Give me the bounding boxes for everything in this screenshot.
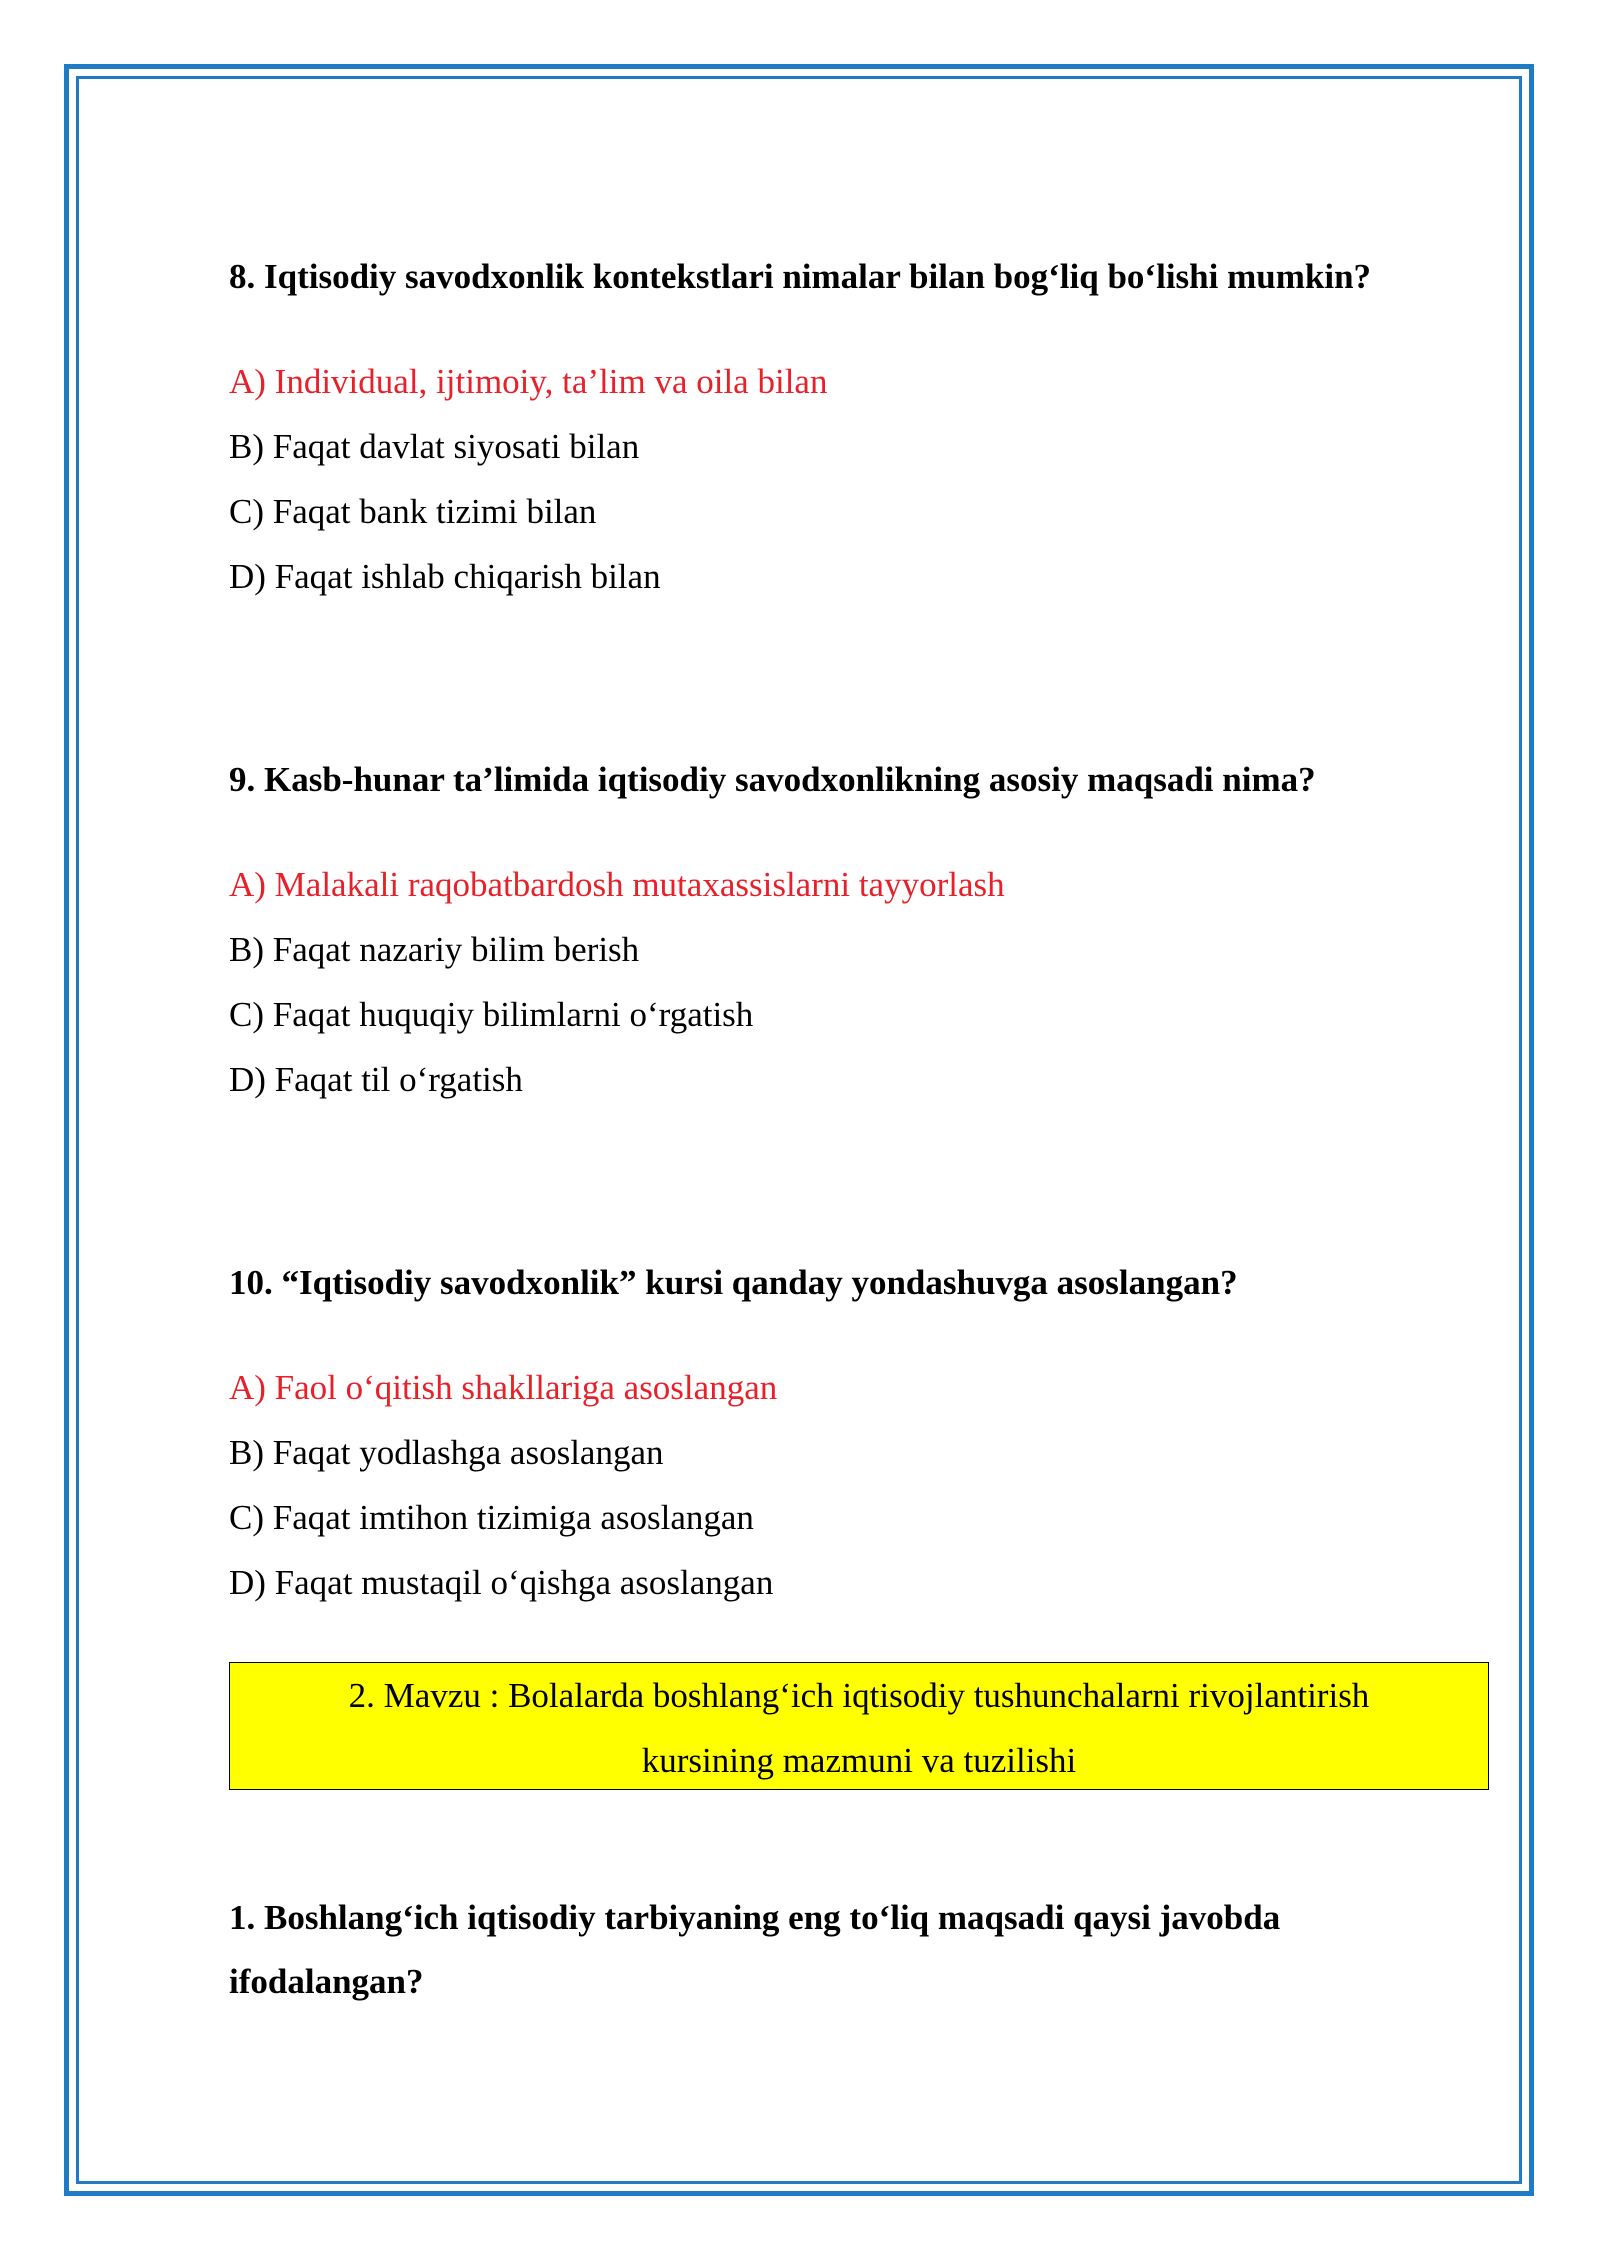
question-10-option-d: D) Faqat mustaqil o‘qishga asoslangan xyxy=(229,1563,774,1602)
topic-heading-line2: kursining mazmuni va tuzilishi xyxy=(641,1741,1077,1780)
question-9-option-a: A) Malakali raqobatbardosh mutaxassislarni tayyorlash xyxy=(229,865,1005,904)
question-10-option-b: B) Faqat yodlashga asoslangan xyxy=(229,1433,664,1472)
next-question-1-line2: ifodalangan? xyxy=(229,1962,424,2001)
question-8-option-c: C) Faqat bank tizimi bilan xyxy=(229,492,597,531)
question-8-option-d: D) Faqat ishlab chiqarish bilan xyxy=(229,557,661,596)
question-8-option-b: B) Faqat davlat siyosati bilan xyxy=(229,427,640,466)
next-question-1-line1: 1. Boshlang‘ich iqtisodiy tarbiyaning eng to‘liq maqsadi qaysi javobda xyxy=(229,1898,1281,1937)
question-9-option-c: C) Faqat huquqiy bilimlarni o‘rgatish xyxy=(229,995,754,1034)
question-8: 8. Iqtisodiy savodxonlik kontekstlari nimalar bilan bog‘liq bo‘lishi mumkin? xyxy=(229,257,1372,296)
topic-heading-line1: 2. Mavzu : Bolalarda boshlang‘ich iqtisodiy tushunchalarni rivojlantirish xyxy=(348,1676,1370,1715)
topic-heading-box xyxy=(229,1662,1489,1790)
question-9-option-b: B) Faqat nazariy bilim berish xyxy=(229,930,640,969)
question-9: 9. Kasb-hunar ta’limida iqtisodiy savodxonlikning asosiy maqsadi nima? xyxy=(229,760,1316,799)
next-question-1 xyxy=(229,1886,1489,2014)
question-8-option-a: A) Individual, ijtimoiy, ta’lim va oila bilan xyxy=(229,362,828,401)
question-10-option-c: C) Faqat imtihon tizimiga asoslangan xyxy=(229,1498,754,1537)
question-10: 10. “Iqtisodiy savodxonlik” kursi qanday yondashuvga asoslangan? xyxy=(229,1263,1238,1302)
question-10-option-a: A) Faol o‘qitish shakllariga asoslangan xyxy=(229,1368,778,1407)
question-9-option-d: D) Faqat til o‘rgatish xyxy=(229,1060,523,1099)
